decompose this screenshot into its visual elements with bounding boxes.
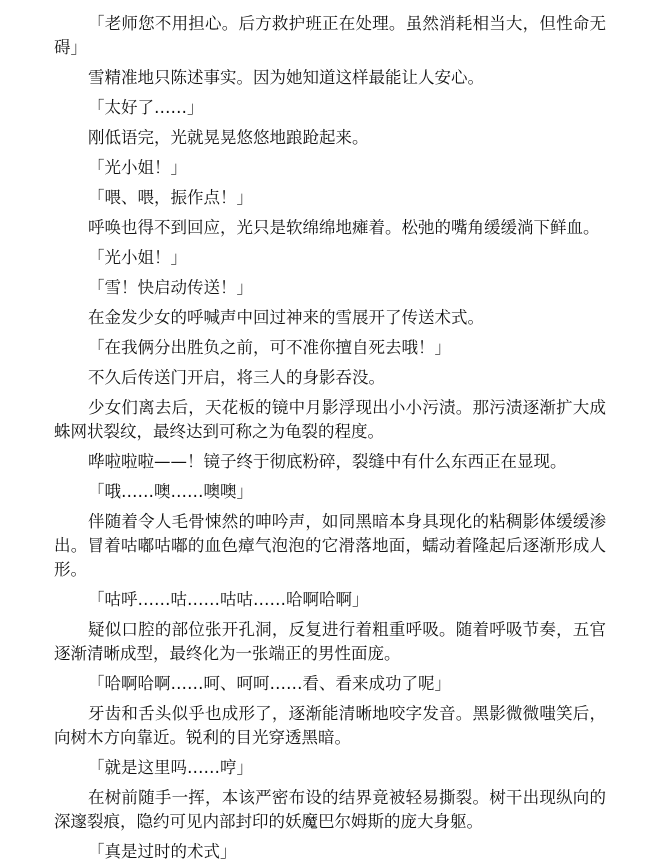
paragraph: 牙齿和舌头似乎也成形了，逐渐能清晰地咬字发音。黑影微微嗤笑后，向树木方向靠近。锐利的目光穿透黑暗。 <box>54 704 606 747</box>
paragraph: 「在我俩分出胜负之前，可不准你擅自死去哦！」 <box>88 338 451 357</box>
paragraph: 「光小姐！」 <box>88 248 187 267</box>
paragraph: 「哦……噢……噢噢」 <box>88 482 253 501</box>
paragraph: 哗啦啦啦——！镜子终于彻底粉碎，裂缝中有什么东西正在显现。 <box>88 452 567 471</box>
paragraph: 在金发少女的呼喊声中回过神来的雪展开了传送术式。 <box>88 308 484 327</box>
paragraph: 「太好了……」 <box>88 98 204 117</box>
paragraph: 「哈啊哈啊……呵、呵呵……看、看来成功了呢」 <box>88 674 451 693</box>
paragraph: 「喂、喂，振作点！」 <box>88 188 253 207</box>
paragraph: 疑似口腔的部位张开孔洞，反复进行着粗重呼吸。随着呼吸节奏，五官逐渐清晰成型，最终化为一张端正的男性面庞。 <box>54 620 606 663</box>
paragraph: 刚低语完，光就晃晃悠悠地踉跄起来。 <box>88 128 369 147</box>
paragraph: 伴随着令人毛骨悚然的呻吟声，如同黑暗本身具现化的粘稠影体缓缓渗出。冒着咕嘟咕嘟的血色瘴气泡泡的它滑落地面，蠕动着隆起后逐渐形成人形。 <box>54 512 606 579</box>
paragraph: 不久后传送门开启，将三人的身影吞没。 <box>88 368 385 387</box>
paragraph: 「光小姐！」 <box>88 158 187 177</box>
paragraph: 「真是过时的术式」 <box>88 842 237 861</box>
paragraph: 少女们离去后，天花板的镜中月影浮现出小小污渍。那污渍逐渐扩大成蛛网状裂纹，最终达到可称之为龟裂的程度。 <box>54 398 606 441</box>
paragraph: 在树前随手一挥，本该严密布设的结界竟被轻易撕裂。树干出现纵向的深邃裂痕，隐约可见内部封印的妖魔巴尔姆斯的庞大身躯。 <box>54 788 606 831</box>
paragraph: 「老师您不用担心。后方救护班正在处理。虽然消耗相当大，但性命无碍」 <box>54 14 606 57</box>
paragraph: 「雪！快启动传送！」 <box>88 278 253 297</box>
paragraph: 雪精准地只陈述事实。因为她知道这样最能让人安心。 <box>88 68 484 87</box>
paragraph: 「咕呼……咕……咕咕……哈啊哈啊」 <box>88 590 369 609</box>
paragraph: 呼唤也得不到回应，光只是软绵绵地瘫着。松弛的嘴角缓缓淌下鲜血。 <box>88 218 600 237</box>
paragraph: 「就是这里吗……哼」 <box>88 758 253 777</box>
